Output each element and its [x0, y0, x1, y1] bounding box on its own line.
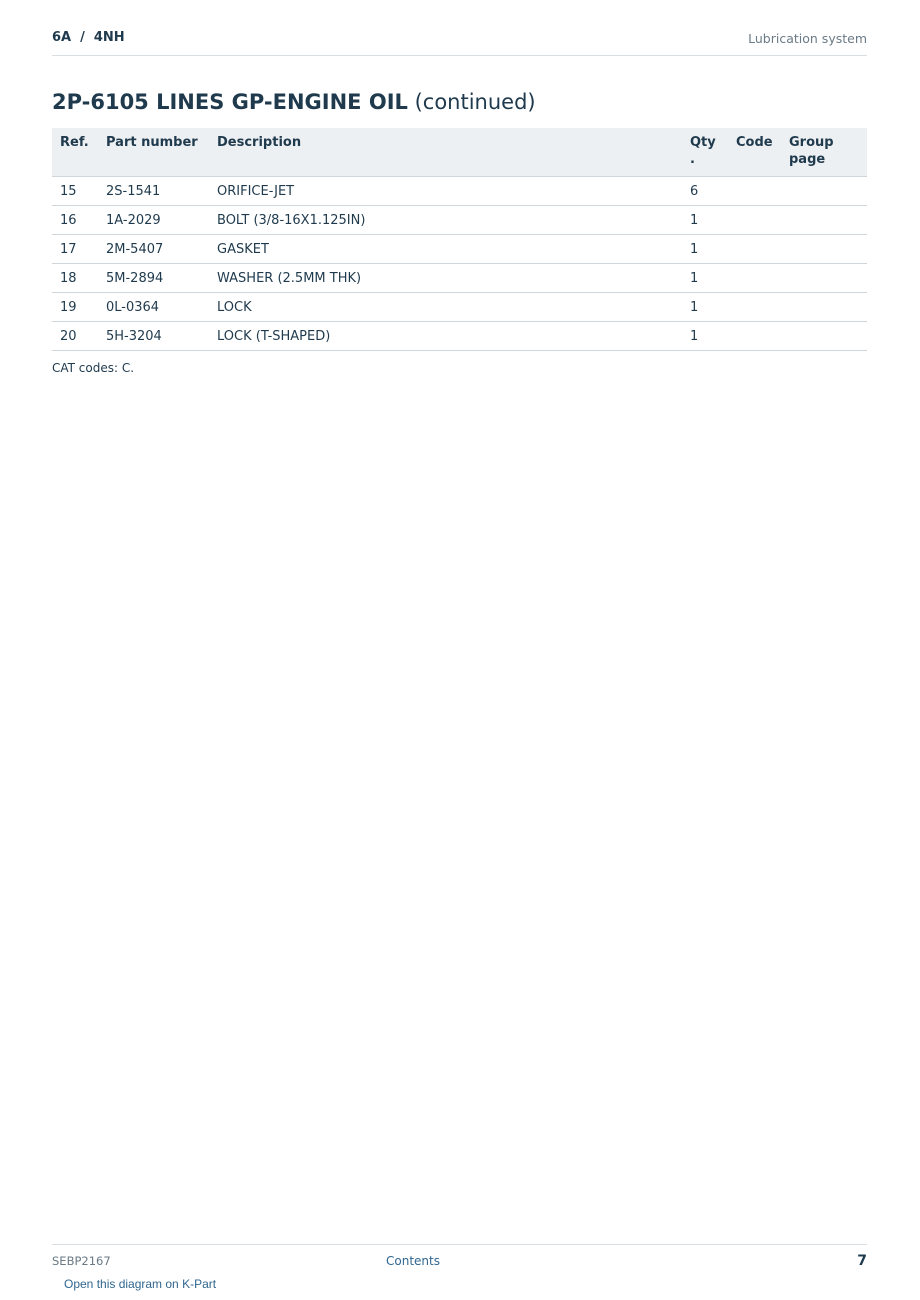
- cell-part-number: 5H-3204: [98, 322, 209, 351]
- cell-code: [728, 293, 781, 322]
- cell-part-number: 2M-5407: [98, 235, 209, 264]
- cell-ref: 19: [52, 293, 98, 322]
- cell-qty: 1: [682, 322, 728, 351]
- page-header: [52, 28, 867, 56]
- table-row: [52, 235, 867, 264]
- parts-table: [52, 128, 867, 351]
- cell-description: WASHER (2.5MM THK): [209, 264, 682, 293]
- cell-group-page: [781, 293, 867, 322]
- table-row: [52, 264, 867, 293]
- page-number: 7: [857, 1253, 867, 1269]
- cell-qty: 1: [682, 206, 728, 235]
- document-code: SEBP2167: [52, 1254, 111, 1268]
- cell-part-number: 2S-1541: [98, 177, 209, 206]
- title-part-group: 2P-6105 LINES GP-ENGINE OIL: [52, 90, 408, 114]
- table-row: [52, 177, 867, 206]
- column-header-qty: Qty .: [682, 128, 728, 177]
- cell-ref: 15: [52, 177, 98, 206]
- table-row: [52, 293, 867, 322]
- cell-group-page: [781, 322, 867, 351]
- breadcrumb-separator: /: [80, 30, 85, 45]
- title-suffix: (continued): [414, 90, 536, 114]
- column-header-description: Description: [209, 128, 682, 177]
- cell-code: [728, 322, 781, 351]
- cell-part-number: 5M-2894: [98, 264, 209, 293]
- table-row: [52, 322, 867, 351]
- cell-description: LOCK: [209, 293, 682, 322]
- page-footer: [52, 1244, 867, 1275]
- column-header-code: Code: [728, 128, 781, 177]
- cell-description: ORIFICE-JET: [209, 177, 682, 206]
- cell-part-number: 0L-0364: [98, 293, 209, 322]
- breadcrumb-model: 6A: [52, 30, 72, 45]
- cell-group-page: [781, 264, 867, 293]
- section-name: Lubrication system: [748, 31, 867, 46]
- cell-code: [728, 264, 781, 293]
- column-header-part-number: Part number: [98, 128, 209, 177]
- cell-part-number: 1A-2029: [98, 206, 209, 235]
- column-header-group-page: Group page: [781, 128, 867, 177]
- open-kpart-link[interactable]: Open this diagram on K-Part: [64, 1277, 217, 1291]
- cat-codes-note: CAT codes: C.: [52, 361, 135, 375]
- column-header-ref: Ref.: [52, 128, 98, 177]
- page-title: [52, 90, 536, 114]
- cell-ref: 18: [52, 264, 98, 293]
- table-row: [52, 206, 867, 235]
- table-header-row: [52, 128, 867, 177]
- cell-group-page: [781, 206, 867, 235]
- cell-ref: 17: [52, 235, 98, 264]
- cell-ref: 16: [52, 206, 98, 235]
- cell-qty: 1: [682, 293, 728, 322]
- cell-description: BOLT (3/8-16X1.125IN): [209, 206, 682, 235]
- cell-qty: 1: [682, 235, 728, 264]
- breadcrumb-prefix: 4NH: [93, 30, 125, 45]
- cell-code: [728, 206, 781, 235]
- cell-qty: 6: [682, 177, 728, 206]
- cell-code: [728, 235, 781, 264]
- cell-qty: 1: [682, 264, 728, 293]
- contents-link[interactable]: Contents: [386, 1254, 440, 1268]
- cell-description: GASKET: [209, 235, 682, 264]
- cell-description: LOCK (T-SHAPED): [209, 322, 682, 351]
- cell-group-page: [781, 177, 867, 206]
- cell-code: [728, 177, 781, 206]
- breadcrumb: [52, 30, 125, 45]
- cell-group-page: [781, 235, 867, 264]
- cell-ref: 20: [52, 322, 98, 351]
